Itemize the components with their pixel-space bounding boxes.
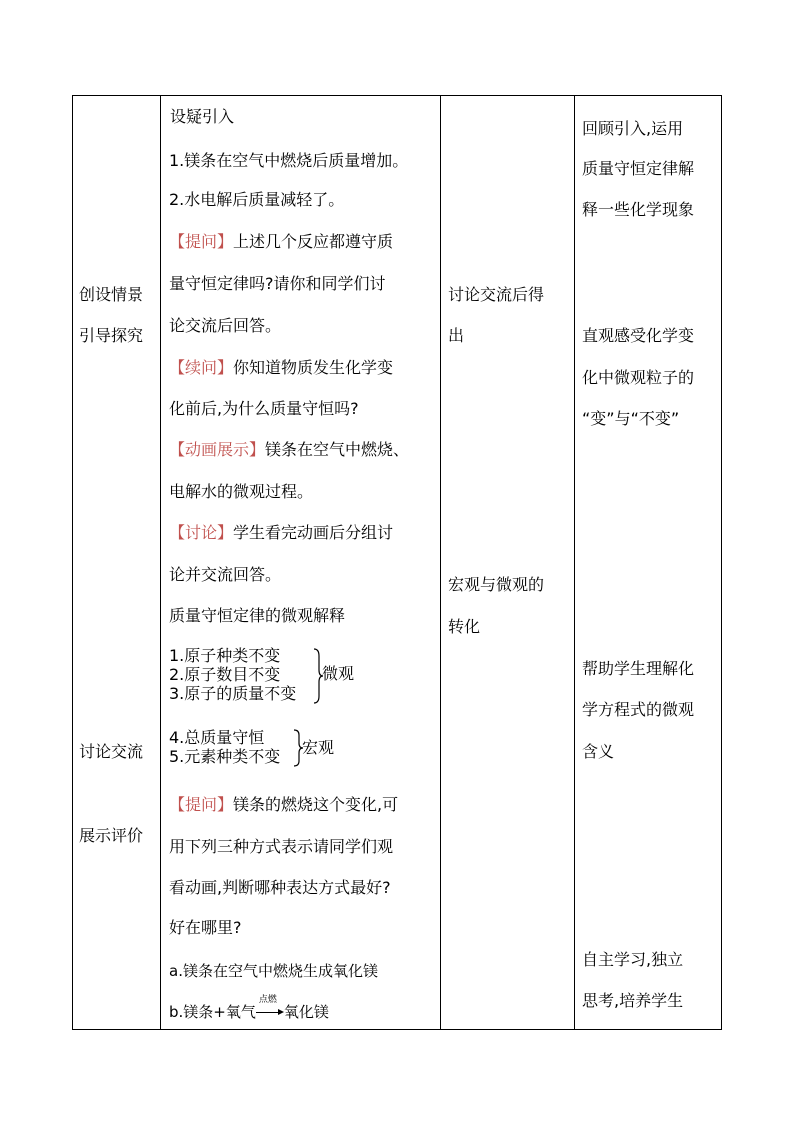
- text-line: 量守恒定律吗?请你和同学们讨: [169, 274, 386, 293]
- micro-list: [169, 646, 296, 703]
- text-line: 论交流后回答。: [169, 316, 282, 335]
- option-b: b.镁条+氧气 点燃 氧化镁: [169, 995, 329, 1021]
- list-item: 5.元素种类不变: [169, 747, 281, 766]
- design-intent: 直观感受化学变: [582, 326, 695, 345]
- text-line: 用下列三种方式表示请同学们观: [169, 837, 394, 856]
- group-label: 宏观: [302, 738, 335, 757]
- discussion-tag: 【讨论】: [169, 523, 234, 542]
- design-intent: 思考,培养学生: [582, 991, 684, 1010]
- stage-label: 创设情景: [79, 285, 144, 304]
- design-intent: 释一些化学现象: [582, 200, 695, 219]
- design-intent: 质量守恒定律解: [582, 159, 695, 178]
- list-item: 1.原子种类不变: [169, 646, 281, 665]
- student-activity: 讨论交流后得: [448, 285, 545, 304]
- text-line: 1.镁条在空气中燃烧后质量增加。: [169, 151, 409, 170]
- animation-tag: 【动画展示】: [169, 440, 266, 459]
- design-intent: 含义: [582, 742, 615, 761]
- design-intent: 自主学习,独立: [582, 950, 684, 969]
- followup-tag: 【续问】: [169, 358, 234, 377]
- reaction-arrow: [256, 995, 284, 1022]
- design-intent: “变”与“不变”: [582, 409, 680, 428]
- design-intent: 学方程式的微观: [582, 700, 695, 719]
- text-line: 看动画,判断哪种表达方式最好?: [169, 878, 391, 897]
- option-a: a.镁条在空气中燃烧生成氧化镁: [169, 962, 378, 980]
- list-item: 4.总质量守恒: [169, 728, 265, 747]
- text-line: 论并交流回答。: [169, 565, 282, 584]
- list-item: 3.原子的质量不变: [169, 684, 297, 703]
- discussion-line: 【讨论】学生看完动画后分组讨: [169, 523, 394, 542]
- question-tag: 【提问】: [169, 795, 234, 814]
- question-line: 【续问】你知道物质发生化学变: [169, 358, 394, 377]
- design-intent: 化中微观粒子的: [582, 368, 695, 387]
- stage-label: 讨论交流: [79, 742, 144, 761]
- group-label: 微观: [322, 664, 355, 683]
- column-divider: [440, 95, 441, 1030]
- student-activity: 宏观与微观的: [448, 575, 545, 594]
- macro-list: [169, 728, 280, 766]
- student-activity: 出: [448, 326, 465, 345]
- text-line: 电解水的微观过程。: [169, 482, 314, 501]
- text-line: 化前后,为什么质量守恒吗?: [169, 399, 359, 418]
- column-divider: [160, 95, 161, 1030]
- column-divider: [574, 95, 575, 1030]
- student-activity: 转化: [448, 617, 481, 636]
- arrow-right-icon: [278, 1009, 284, 1015]
- text-line: 好在哪里?: [169, 918, 242, 937]
- list-item: 2.原子数目不变: [169, 665, 281, 684]
- question-line: 【提问】镁条的燃烧这个变化,可: [169, 795, 399, 814]
- stage-label: 引导探究: [79, 326, 144, 345]
- reaction-condition: 点燃: [258, 995, 277, 1005]
- section-heading: 质量守恒定律的微观解释: [169, 606, 346, 625]
- design-intent: 帮助学生理解化: [582, 659, 695, 678]
- text-line: 2.水电解后质量减轻了。: [169, 190, 345, 209]
- animation-line: 【动画展示】镁条在空气中燃烧、: [169, 440, 410, 459]
- design-intent: 回顾引入,运用: [582, 119, 684, 138]
- question-tag: 【提问】: [169, 232, 234, 251]
- question-line: 【提问】上述几个反应都遵守质: [169, 232, 394, 251]
- section-heading: 设疑引入: [170, 107, 235, 126]
- stage-label: 展示评价: [79, 826, 144, 845]
